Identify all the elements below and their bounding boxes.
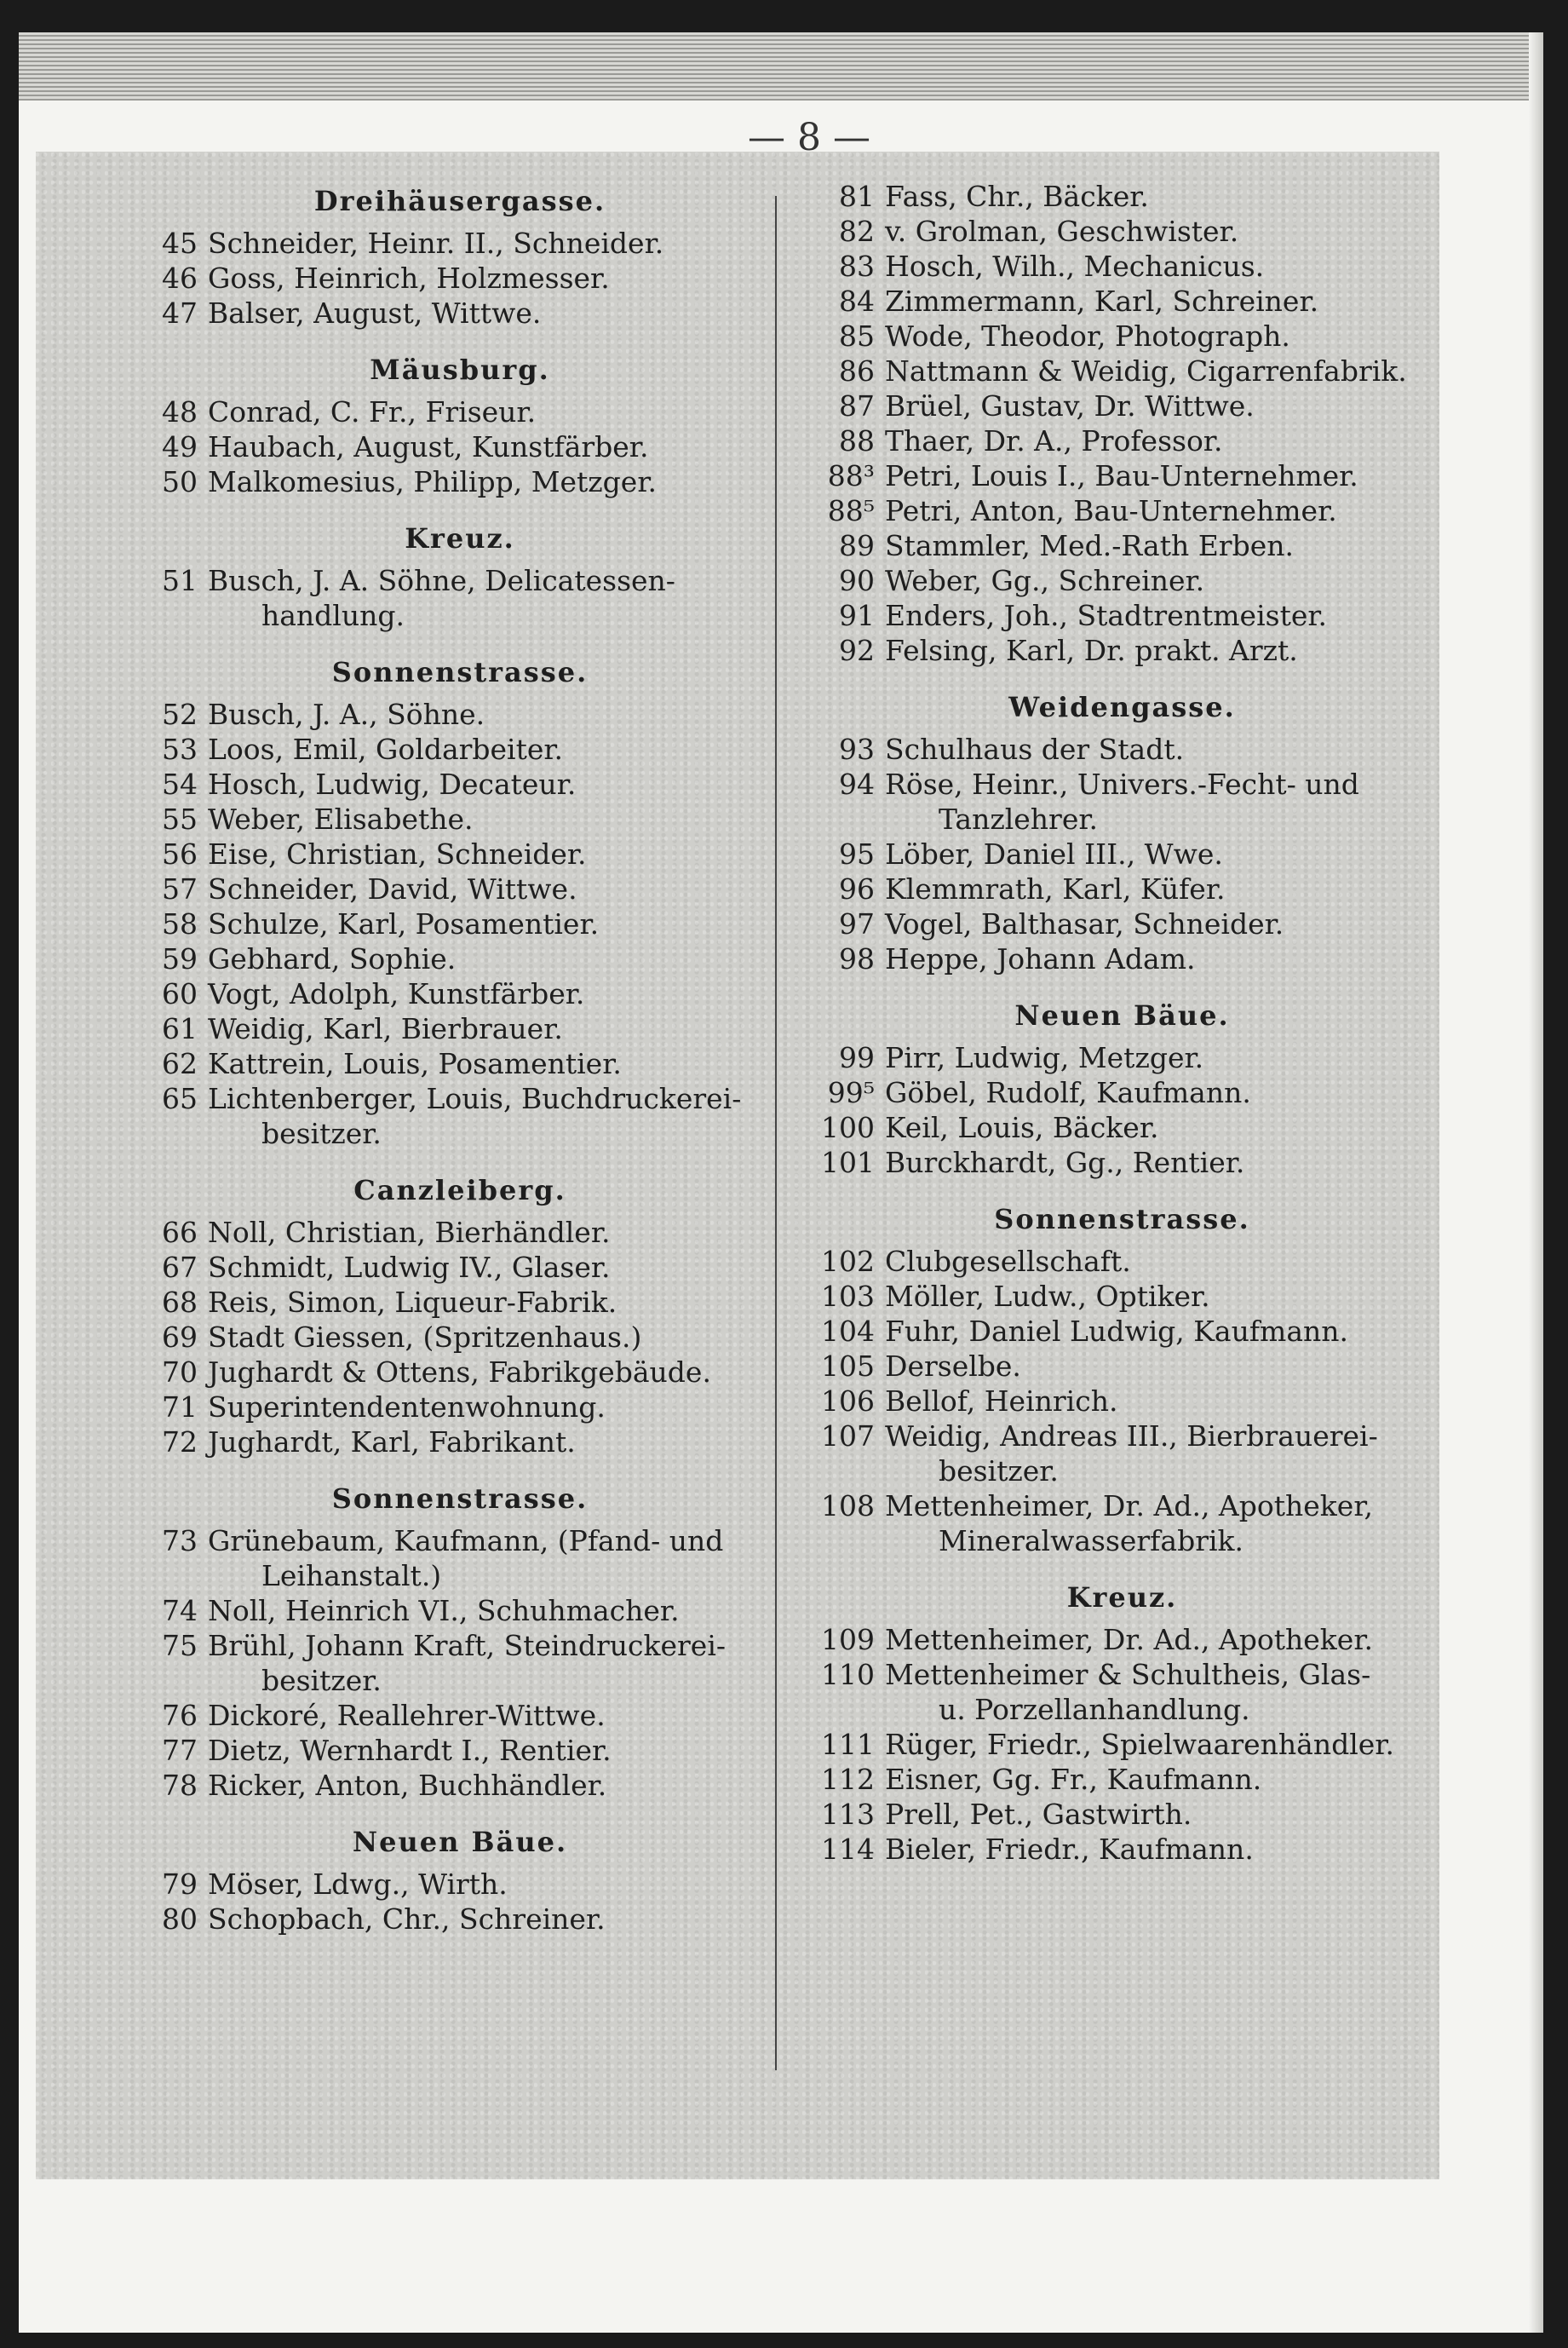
house-number: 73 — [162, 1524, 198, 1557]
directory-entry — [145, 941, 775, 976]
directory-entry — [805, 872, 1439, 906]
house-number: 80 — [162, 1902, 198, 1936]
entry-text: Eisner, Gg. Fr., Kaufmann. — [885, 1763, 1262, 1796]
directory-entry — [805, 1145, 1439, 1180]
entry-text: Brühl, Johann Kraft, Steindruckerei- besitzer. — [208, 1629, 727, 1697]
entry-text: Busch, J. A. Söhne, Delicatessen- handlung. — [208, 564, 675, 632]
directory-entry — [145, 1698, 775, 1733]
directory-entry — [145, 1011, 775, 1046]
house-number: 47 — [162, 296, 198, 330]
entry-text: Ricker, Anton, Buchhändler. — [208, 1769, 607, 1802]
house-number: 74 — [162, 1594, 198, 1627]
entry-text: Löber, Daniel III., Wwe. — [885, 837, 1223, 871]
entry-text: Klemmrath, Karl, Küfer. — [885, 872, 1226, 906]
entry-text: Enders, Joh., Stadtrentmeister. — [885, 599, 1327, 632]
section-heading: Sonnenstrasse. — [331, 656, 589, 688]
entry-text: Malkomesius, Philipp, Metzger. — [208, 465, 657, 498]
house-number: 96 — [839, 872, 875, 906]
entry-text: Superintendentenwohnung. — [208, 1390, 606, 1424]
entry-text: Mettenheimer, Dr. Ad., Apotheker. — [885, 1623, 1373, 1656]
entry-text: Schmidt, Ludwig IV., Glaser. — [208, 1251, 611, 1284]
house-number: 92 — [839, 634, 875, 667]
page-edges — [19, 32, 1543, 101]
entry-text: Goss, Heinrich, Holzmesser. — [208, 262, 610, 295]
house-number: 53 — [162, 733, 198, 766]
directory-entry — [805, 837, 1439, 872]
entry-text: Nattmann & Weidig, Cigarrenfabrik. — [885, 354, 1407, 388]
entry-text: Möser, Ldwg., Wirth. — [208, 1867, 508, 1901]
section-gap — [805, 1180, 1439, 1197]
house-number: 90 — [839, 564, 875, 597]
house-number: 104 — [821, 1315, 875, 1348]
directory-entry — [805, 941, 1439, 976]
house-number: 97 — [839, 907, 875, 941]
entry-text: Keil, Louis, Bäcker. — [885, 1111, 1159, 1144]
directory-entry — [145, 563, 775, 633]
entry-text: Busch, J. A., Söhne. — [208, 698, 485, 731]
section-heading: Neuen Bäue. — [1014, 999, 1230, 1032]
entry-text: Lichtenberger, Louis, Buchdruckerei- besitzer. — [208, 1082, 742, 1150]
column-divider — [775, 196, 777, 2070]
left-column — [145, 179, 775, 1954]
directory-entry — [805, 598, 1439, 633]
section-gap — [145, 633, 775, 650]
right-column — [805, 179, 1439, 1884]
directory-entry — [145, 767, 775, 802]
directory-entry — [145, 394, 775, 429]
house-number: 51 — [162, 564, 198, 597]
entry-text: Eise, Christian, Schneider. — [208, 837, 587, 871]
directory-entry — [145, 296, 775, 331]
entry-text: Petri, Anton, Bau-Unternehmer. — [885, 494, 1337, 527]
directory-entry — [145, 1250, 775, 1285]
directory-entry — [145, 976, 775, 1011]
house-number: 54 — [162, 768, 198, 801]
house-number: 86 — [839, 354, 875, 388]
section-gap — [145, 1151, 775, 1168]
entry-text: Rüger, Friedr., Spielwaarenhändler. — [885, 1728, 1394, 1761]
section-gap — [805, 668, 1439, 685]
house-number: 110 — [821, 1658, 875, 1691]
section-gap — [805, 976, 1439, 993]
directory-entry — [145, 1733, 775, 1768]
entry-text: Weidig, Karl, Bierbrauer. — [208, 1012, 563, 1045]
directory-entry — [805, 1279, 1439, 1314]
house-number: 60 — [162, 977, 198, 1010]
house-number: 101 — [821, 1146, 875, 1179]
house-number: 94 — [839, 768, 875, 801]
house-number: 62 — [162, 1047, 198, 1080]
directory-entry — [805, 179, 1439, 214]
house-number: 83 — [839, 250, 875, 283]
directory-entry — [805, 906, 1439, 941]
house-number: 48 — [162, 395, 198, 429]
directory-entry — [805, 1040, 1439, 1075]
directory-entry — [805, 354, 1439, 388]
entry-text: Möller, Ludw., Optiker. — [885, 1280, 1210, 1313]
directory-entry — [805, 732, 1439, 767]
house-number: 61 — [162, 1012, 198, 1045]
directory-entry — [145, 226, 775, 261]
section-gap — [145, 1803, 775, 1820]
entry-text: Stammler, Med.-Rath Erben. — [885, 529, 1294, 562]
section-heading: Mäusburg. — [370, 354, 550, 386]
house-number: 105 — [821, 1350, 875, 1383]
house-number: 59 — [162, 942, 198, 975]
house-number: 45 — [162, 227, 198, 260]
house-number: 50 — [162, 465, 198, 498]
entry-text: Schulze, Karl, Posamentier. — [208, 907, 600, 941]
entry-text: Stadt Giessen, (Spritzenhaus.) — [208, 1321, 642, 1354]
directory-entry — [145, 1593, 775, 1628]
house-number: 87 — [839, 389, 875, 423]
entry-text: Dietz, Wernhardt I., Rentier. — [208, 1734, 612, 1767]
house-number: 103 — [821, 1280, 875, 1313]
directory-entry — [145, 464, 775, 499]
entry-text: Noll, Christian, Bierhändler. — [208, 1216, 611, 1249]
section-gap — [805, 1867, 1439, 1884]
section-heading: Kreuz. — [1066, 1581, 1178, 1614]
house-number: 81 — [839, 180, 875, 213]
entry-text: Zimmermann, Karl, Schreiner. — [885, 285, 1319, 318]
directory-entry — [145, 1355, 775, 1390]
directory-entry — [805, 458, 1439, 493]
directory-entry — [805, 388, 1439, 423]
house-number: 52 — [162, 698, 198, 731]
entry-text: Schneider, Heinr. II., Schneider. — [208, 227, 664, 260]
entry-text: Weidig, Andreas III., Bierbrauerei- besitzer. — [885, 1419, 1378, 1488]
house-number: 113 — [821, 1798, 875, 1831]
house-number: 49 — [162, 430, 198, 463]
directory-entry — [145, 732, 775, 767]
house-number: 112 — [821, 1763, 875, 1796]
section-heading: Weidengasse. — [1008, 691, 1236, 723]
section-heading: Sonnenstrasse. — [331, 1482, 589, 1515]
directory-entry — [805, 563, 1439, 598]
house-number: 89 — [839, 529, 875, 562]
house-number: 99⁵ — [827, 1076, 875, 1109]
entry-text: Schneider, David, Wittwe. — [208, 872, 577, 906]
house-number: 66 — [162, 1216, 198, 1249]
section-heading: Sonnenstrasse. — [994, 1203, 1250, 1235]
house-number: 67 — [162, 1251, 198, 1284]
page-edge-right — [1529, 32, 1543, 2333]
directory-entry — [145, 429, 775, 464]
entry-text: Kattrein, Louis, Posamentier. — [208, 1047, 622, 1080]
directory-entry — [805, 1762, 1439, 1797]
directory-entry — [145, 697, 775, 732]
directory-entry — [145, 837, 775, 872]
directory-entry — [805, 1727, 1439, 1762]
house-number: 102 — [821, 1245, 875, 1278]
entry-text: Derselbe. — [885, 1350, 1021, 1383]
directory-entry — [805, 1797, 1439, 1832]
house-number: 71 — [162, 1390, 198, 1424]
directory-entry — [805, 1657, 1439, 1727]
entry-text: Jughardt & Ottens, Fabrikgebäude. — [208, 1355, 711, 1389]
directory-entry — [145, 1081, 775, 1151]
entry-text: Schulhaus der Stadt. — [885, 733, 1185, 766]
entry-text: Prell, Pet., Gastwirth. — [885, 1798, 1192, 1831]
directory-entry — [805, 319, 1439, 354]
house-number: 99 — [839, 1041, 875, 1074]
directory-entry — [805, 767, 1439, 837]
entry-text: Vogel, Balthasar, Schneider. — [885, 907, 1284, 941]
entry-text: Vogt, Adolph, Kunstfärber. — [208, 977, 585, 1010]
directory-entry — [145, 1215, 775, 1250]
house-number: 70 — [162, 1355, 198, 1389]
house-number: 95 — [839, 837, 875, 871]
entry-text: Dickoré, Reallehrer-Wittwe. — [208, 1699, 606, 1732]
house-number: 93 — [839, 733, 875, 766]
house-number: 68 — [162, 1286, 198, 1319]
directory-entry — [805, 1488, 1439, 1558]
directory-entry — [805, 1244, 1439, 1279]
entry-text: Pirr, Ludwig, Metzger. — [885, 1041, 1204, 1074]
directory-entry — [145, 1867, 775, 1902]
directory-entry — [805, 1832, 1439, 1867]
section-gap — [805, 1558, 1439, 1575]
house-number: 46 — [162, 262, 198, 295]
directory-entry — [805, 1384, 1439, 1419]
entry-text: Bieler, Friedr., Kaufmann. — [885, 1833, 1254, 1866]
entry-text: Wode, Theodor, Photograph. — [885, 319, 1290, 353]
section-heading: Dreihäusergasse. — [313, 185, 606, 217]
directory-entry — [805, 214, 1439, 249]
section-heading: Neuen Bäue. — [352, 1826, 568, 1858]
directory-entry — [805, 423, 1439, 458]
entry-text: Clubgesellschaft. — [885, 1245, 1131, 1278]
entry-text: Bellof, Heinrich. — [885, 1384, 1118, 1418]
house-number: 57 — [162, 872, 198, 906]
house-number: 88 — [839, 424, 875, 458]
directory-entry — [805, 1419, 1439, 1488]
entry-text: Haubach, August, Kunstfärber. — [208, 430, 649, 463]
section-heading: Kreuz. — [405, 522, 515, 555]
directory-entry — [145, 906, 775, 941]
entry-text: Mettenheimer, Dr. Ad., Apotheker, Mineralwasserfabrik. — [885, 1489, 1373, 1557]
house-number: 100 — [821, 1111, 875, 1144]
entry-text: Burckhardt, Gg., Rentier. — [885, 1146, 1245, 1179]
house-number: 58 — [162, 907, 198, 941]
entry-text: Reis, Simon, Liqueur-Fabrik. — [208, 1286, 617, 1319]
house-number: 108 — [821, 1489, 875, 1522]
house-number: 55 — [162, 803, 198, 836]
house-number: 88³ — [827, 459, 875, 492]
entry-text: Petri, Louis I., Bau-Unternehmer. — [885, 459, 1358, 492]
directory-entry — [145, 802, 775, 837]
entry-text: Conrad, C. Fr., Friseur. — [208, 395, 537, 429]
entry-text: v. Grolman, Geschwister. — [885, 215, 1239, 248]
directory-entry — [145, 872, 775, 906]
directory-entry — [145, 1285, 775, 1320]
section-gap — [145, 1459, 775, 1476]
directory-entry — [145, 1628, 775, 1698]
entry-text: Weber, Gg., Schreiner. — [885, 564, 1205, 597]
house-number: 77 — [162, 1734, 198, 1767]
house-number: 85 — [839, 319, 875, 353]
directory-entry — [805, 249, 1439, 284]
entry-text: Weber, Elisabethe. — [208, 803, 474, 836]
directory-entry — [145, 1768, 775, 1803]
entry-text: Thaer, Dr. A., Professor. — [885, 424, 1223, 458]
directory-entry — [145, 1320, 775, 1355]
entry-text: Noll, Heinrich VI., Schuhmacher. — [208, 1594, 680, 1627]
entry-text: Röse, Heinr., Univers.-Fecht- und Tanzlehrer. — [885, 768, 1359, 836]
section-heading: Canzleiberg. — [353, 1174, 566, 1206]
directory-entry — [805, 528, 1439, 563]
entry-text: Fass, Chr., Bäcker. — [885, 180, 1149, 213]
section-gap — [145, 1937, 775, 1954]
directory-entry — [145, 1902, 775, 1937]
entry-text: Hosch, Wilh., Mechanicus. — [885, 250, 1265, 283]
house-number: 75 — [162, 1629, 198, 1662]
house-number: 109 — [821, 1623, 875, 1656]
section-gap — [145, 331, 775, 348]
entry-text: Mettenheimer & Schultheis, Glas- u. Porzellanhandlung. — [885, 1658, 1371, 1726]
directory-entry — [805, 1110, 1439, 1145]
entry-text: Gebhard, Sophie. — [208, 942, 457, 975]
entry-text: Hosch, Ludwig, Decateur. — [208, 768, 577, 801]
directory-entry — [805, 493, 1439, 528]
entry-text: Jughardt, Karl, Fabrikant. — [208, 1425, 576, 1459]
house-number: 65 — [162, 1082, 198, 1115]
directory-entry — [145, 1523, 775, 1593]
entry-text: Schopbach, Chr., Schreiner. — [208, 1902, 606, 1936]
directory-entry — [805, 1075, 1439, 1110]
directory-entry — [805, 633, 1439, 668]
entry-text: Göbel, Rudolf, Kaufmann. — [885, 1076, 1251, 1109]
entry-text: Loos, Emil, Goldarbeiter. — [208, 733, 564, 766]
entry-text: Felsing, Karl, Dr. prakt. Arzt. — [885, 634, 1298, 667]
house-number: 72 — [162, 1425, 198, 1459]
house-number: 56 — [162, 837, 198, 871]
directory-entry — [805, 1622, 1439, 1657]
directory-entry — [145, 1424, 775, 1459]
directory-entry — [145, 1390, 775, 1424]
house-number: 78 — [162, 1769, 198, 1802]
page-number: — 8 — — [748, 116, 870, 159]
entry-text: Brüel, Gustav, Dr. Wittwe. — [885, 389, 1255, 423]
house-number: 76 — [162, 1699, 198, 1732]
house-number: 84 — [839, 285, 875, 318]
directory-entry — [145, 1046, 775, 1081]
house-number: 69 — [162, 1321, 198, 1354]
house-number: 91 — [839, 599, 875, 632]
directory-entry — [805, 1314, 1439, 1349]
directory-entry — [805, 1349, 1439, 1384]
house-number: 111 — [821, 1728, 875, 1761]
house-number: 114 — [821, 1833, 875, 1866]
entry-text: Balser, August, Wittwe. — [208, 296, 542, 330]
house-number: 107 — [821, 1419, 875, 1453]
house-number: 106 — [821, 1384, 875, 1418]
house-number: 82 — [839, 215, 875, 248]
house-number: 98 — [839, 942, 875, 975]
entry-text: Fuhr, Daniel Ludwig, Kaufmann. — [885, 1315, 1349, 1348]
directory-entry — [145, 261, 775, 296]
directory-entry — [805, 284, 1439, 319]
section-gap — [145, 499, 775, 516]
entry-text: Heppe, Johann Adam. — [885, 942, 1196, 975]
house-number: 79 — [162, 1867, 198, 1901]
house-number: 88⁵ — [827, 494, 875, 527]
entry-text: Grünebaum, Kaufmann, (Pfand- und Leihanstalt.) — [208, 1524, 724, 1592]
